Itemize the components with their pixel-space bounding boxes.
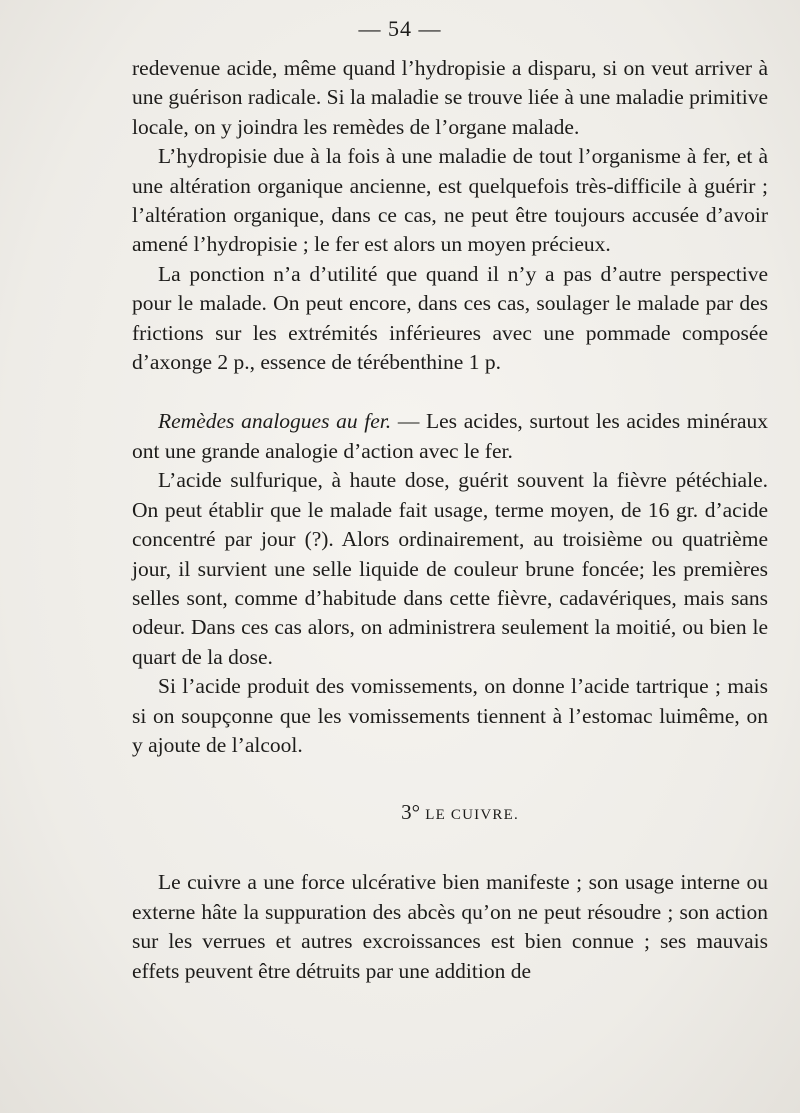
paragraph-hydropisie-fer: L’hydropisie due à la fois à une maladie de tout l’organisme à fer, et à une altération organique ancienne, est quelquefois très-difficile à guérir ; l’altération organique, dans ce cas, ne peut être toujours accusée d’avoir amené l’hydropisie ; le fer est alors un moyen précieux. [132, 144, 768, 257]
remedes-analogues-text: — Les acides, surtout les acides minéraux ont une grande analogie d’action avec le fer. [132, 409, 768, 463]
paragraph-acide-sulfurique: L’acide sulfurique, à haute dose, guérit souvent la fièvre pétéchiale. On peut établir que le malade fait usage, terme moyen, de 16 gr. d’acide concentré par jour (?). Alors ordinairement, au troisième ou quatrième jour, il survient une selle liquide de couleur brune foncée; les premières selles sont, comme d’habitude dans cette fièvre, cadavériques, mais sans odeur. Dans ces cas alors, on administrera seulement la moitié, ou bien le quart de la dose. [132, 468, 768, 669]
paragraph-spacer [132, 377, 768, 407]
paragraph-acide-tartrique: Si l’acide produit des vomissements, on donne l’acide tartrique ; mais si on soupçonne que les vomissements tiennent à l’estomac luimême, on y ajoute de l’alcool. [132, 674, 768, 757]
paragraph-hydropisie-continued: redevenue acide, même quand l’hydropisie a disparu, si on veut arriver à une guérison radicale. Si la maladie se trouve liée à une maladie primitive locale, on y joindra les remèdes de l’organe malade. [132, 56, 768, 139]
page-number: — 54 — [358, 16, 442, 41]
remedes-analogues-title: Remèdes analogues au fer. [158, 409, 392, 434]
section-heading [132, 798, 768, 830]
paragraph-cuivre: Le cuivre a une force ulcérative bien manifeste ; son usage interne ou externe hâte la suppuration des abcès qu’on ne peut résoudre ; son action sur les verrues et autres excroissances est bien connue ; ses mauvais effets peuvent être détruits par une addition de [132, 870, 768, 983]
section-spacer-after [132, 830, 768, 868]
section-spacer [132, 760, 768, 798]
section-number: 3° [401, 800, 420, 825]
paragraph-ponction: La ponction n’a d’utilité que quand il n’y a pas d’autre perspective pour le malade. On peut encore, dans ces cas, soulager le malade par des frictions sur les extrémités inférieures avec une pommade composée d’axonge 2 p., essence de térébenthine 1 p. [132, 261, 768, 375]
page-body [132, 54, 768, 986]
section-title: LE CUIVRE. [425, 807, 519, 824]
paragraph-remedes-analogues [132, 407, 768, 466]
